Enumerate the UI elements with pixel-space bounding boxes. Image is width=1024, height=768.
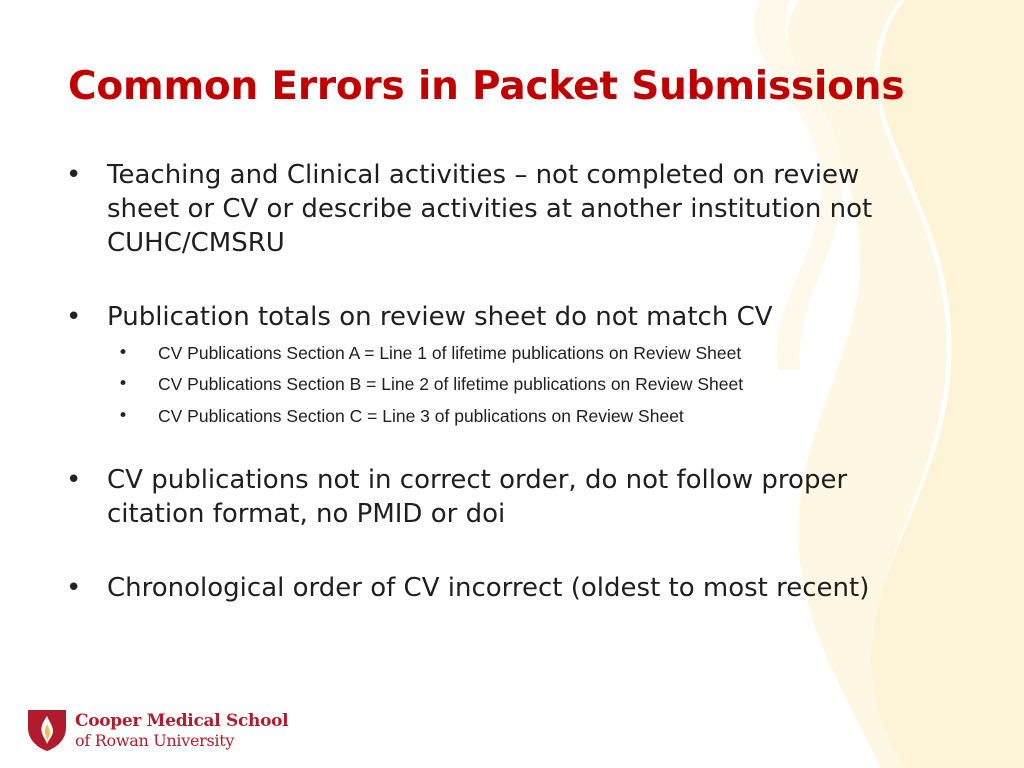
sub-bullet-glyph: • bbox=[118, 374, 129, 394]
sub-bullet-text: CV Publications Section A = Line 1 of lifetime publications on Review Sheet bbox=[158, 343, 742, 363]
bullet-text: Publication totals on review sheet do not match CV bbox=[107, 302, 773, 332]
bullet-glyph: • bbox=[66, 302, 82, 332]
sub-bullet-text: CV Publications Section C = Line 3 of publications on Review Sheet bbox=[158, 406, 684, 426]
logo-line-1: Cooper Medical School bbox=[75, 711, 289, 731]
sub-bullet-glyph: • bbox=[118, 343, 129, 363]
cmsru-shield-icon bbox=[26, 708, 68, 752]
bullet-glyph: • bbox=[66, 160, 82, 190]
bullet-text: Chronological order of CV incorrect (oldest to most recent) bbox=[107, 573, 870, 603]
bullet-glyph: • bbox=[66, 465, 82, 495]
cmsru-logo bbox=[26, 708, 289, 754]
logo-line-2: of Rowan University bbox=[75, 731, 235, 750]
bullet-text: Teaching and Clinical activities – not completed on review sheet or CV or describe activities at another institution not CUHC/CMSRU bbox=[107, 160, 873, 258]
bullet-text: CV publications not in correct order, do not follow proper citation format, no PMID or doi bbox=[107, 465, 848, 529]
sub-bullet-text: CV Publications Section B = Line 2 of lifetime publications on Review Sheet bbox=[158, 374, 744, 394]
bullet-glyph: • bbox=[66, 573, 82, 603]
sub-bullet-glyph: • bbox=[118, 406, 129, 426]
slide-title: Common Errors in Packet Submissions bbox=[68, 64, 905, 109]
